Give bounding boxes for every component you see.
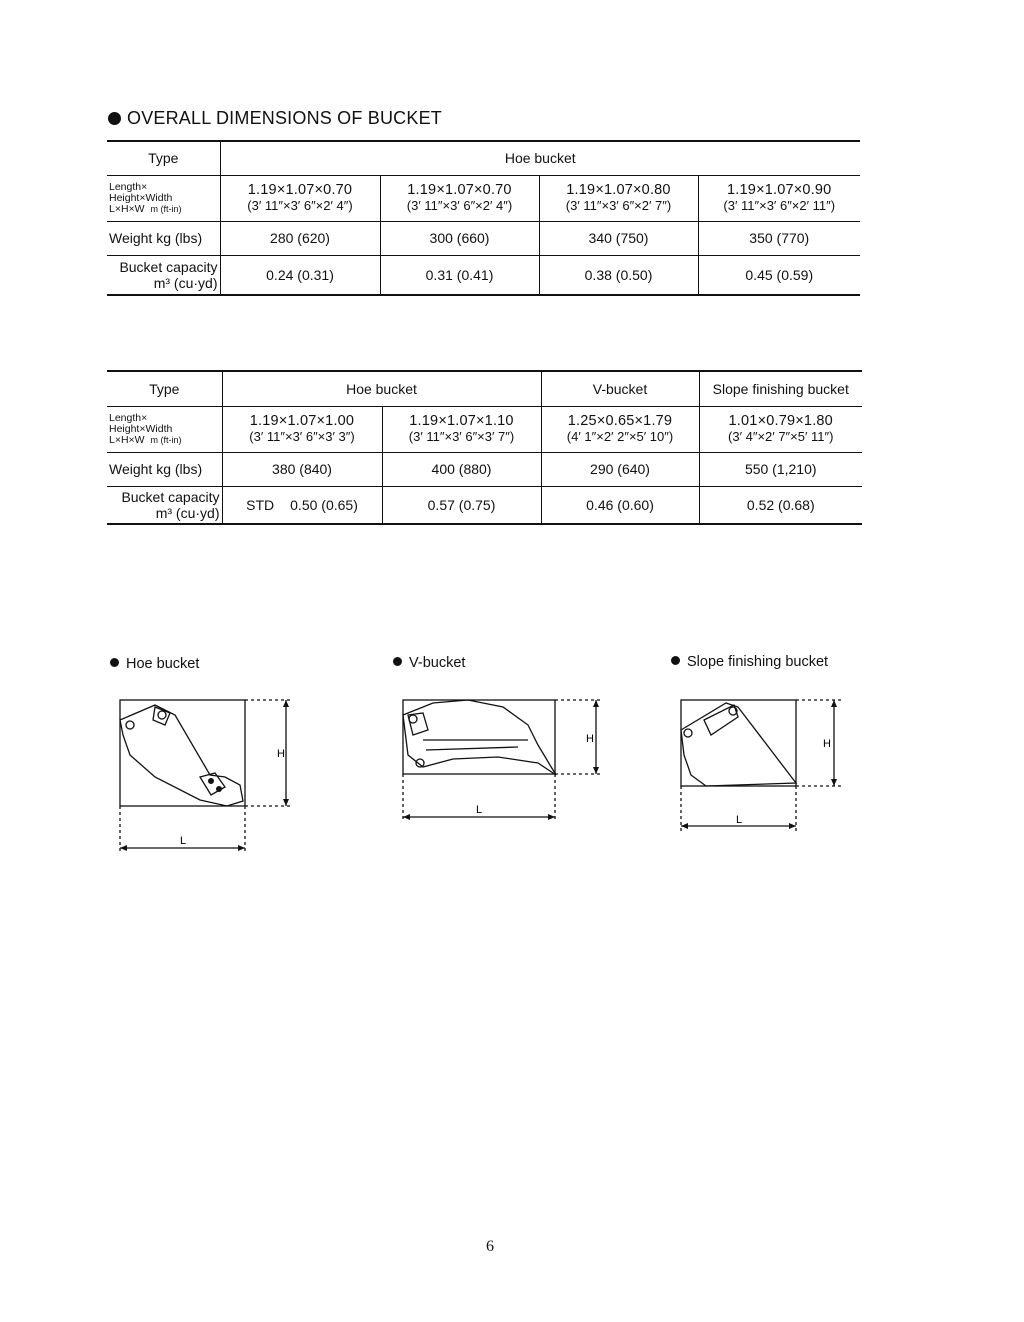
capacity-cell: 0.46 (0.60) [541,486,699,524]
hoe-bucket-header: Hoe bucket [220,141,860,175]
hoe-pin-icon [158,711,166,719]
arrow-icon [593,700,599,707]
dim-label-unit: m (ft-in) [150,434,182,445]
dim-cell [220,175,380,221]
capacity-cell: 0.57 (0.75) [382,486,541,524]
dim-m: 1.19×1.07×0.90 [727,182,832,198]
v-bucket-header: V-bucket [541,371,699,406]
section-title-text: OVERALL DIMENSIONS OF BUCKET [127,108,442,128]
slope-pin-icon [684,729,692,737]
arrow-icon [283,799,289,806]
v-h-label: H [586,733,594,745]
v-bucket-caption: V-bucket [409,655,466,671]
v-bucket-diagram-label [393,655,465,671]
hoe-bounding-box [120,700,245,806]
capacity-row-header [107,255,220,295]
std-label: STD [246,496,275,513]
arrow-icon [403,814,410,820]
arrow-icon [789,823,796,829]
v-bucket-shape [403,700,556,775]
capacity-cell: 0.31 (0.41) [380,255,539,295]
dim-ft: (3′ 11″×3′ 6″×2′ 4″) [247,198,353,213]
hoe-bucket-shape [120,705,243,806]
v-l-label: L [476,804,483,816]
bullet-icon [393,657,402,666]
hoe-bracket [153,707,170,725]
dim-cell [699,406,862,452]
dim-label-3 [109,435,220,446]
capacity-cell: 0.24 (0.31) [220,255,380,295]
weight-cell: 280 (620) [220,221,380,255]
dim-label-2: Height×Width [109,191,173,204]
weight-cell: 350 (770) [698,221,860,255]
arrow-icon [593,767,599,774]
weight-cell: 340 (750) [539,221,698,255]
capacity-cell: 0.52 (0.68) [699,486,862,524]
capacity-cell: 0.38 (0.50) [539,255,698,295]
arrow-icon [681,823,688,829]
page-number: 6 [486,1238,494,1255]
bullet-icon [108,112,121,125]
capacity-cell: 0.45 (0.59) [698,255,860,295]
hoe-bucket-diagram-label [110,656,199,672]
arrow-icon [238,845,245,851]
weight-cell: 400 (880) [382,452,541,486]
slope-bucket-shape [681,703,796,786]
capacity-label-1: Bucket capacity [119,258,218,275]
dim-label-lhw: L×H×W [109,202,145,215]
dim-m: 1.19×1.07×1.00 [249,413,355,429]
dim-m: 1.25×0.65×1.79 [567,413,673,429]
dim-label-3 [109,204,218,215]
slope-bucket-header: Slope finishing bucket [699,371,862,406]
arrow-icon [831,779,837,786]
dim-m: 1.01×0.79×1.80 [728,413,833,429]
hoe-bolt-icon [208,778,214,784]
slope-bucket-diagram-label [671,654,828,670]
dim-label-lhw: L×H×W [109,433,145,446]
hoe-bucket-header: Hoe bucket [222,371,541,406]
arrow-icon [283,700,289,707]
dim-ft: (3′ 4″×2′ 7″×5′ 11″) [728,429,834,444]
dim-ft: (3′ 11″×3′ 6″×2′ 7″) [565,198,672,213]
hoe-bolt-icon [216,786,222,792]
bullet-icon [110,658,119,667]
v-pin-icon [409,715,417,723]
dimension-row-header [107,406,222,452]
hoe-bucket-diagram [115,695,295,855]
dim-m: 1.19×1.07×0.80 [566,182,671,198]
arrow-icon [831,700,837,707]
slope-h-label: H [823,738,831,750]
section-title [108,108,442,129]
dimension-row-header [107,175,220,221]
hoe-l-label: L [180,835,187,847]
weight-cell: 550 (1,210) [699,452,862,486]
arrow-icon [120,845,127,851]
slope-bracket [704,705,738,735]
dim-label-2: Height×Width [109,422,173,435]
v-bounding-box [403,700,555,774]
dim-m: 1.19×1.07×0.70 [247,182,353,198]
dim-cell [382,406,541,452]
capacity-label-1: Bucket capacity [121,488,220,505]
v-bucket-edge [426,747,518,750]
slope-l-label: L [736,814,743,826]
hoe-h-label: H [277,748,285,760]
dim-cell [222,406,382,452]
dim-ft: (3′ 11″×3′ 6″×3′ 7″) [408,429,515,444]
slope-bounding-box [681,700,796,786]
capacity-row-header [107,486,222,524]
type-header: Type [107,141,220,175]
dim-label-unit: m (ft-in) [150,203,182,214]
dim-cell [380,175,539,221]
dim-cell [541,406,699,452]
dim-ft: (3′ 11″×3′ 6″×3′ 3″) [249,429,355,444]
arrow-icon [548,814,555,820]
dim-cell [539,175,698,221]
capacity-cell [222,486,382,524]
dimensions-table-2 [107,370,862,525]
dim-m: 1.19×1.07×1.10 [409,413,514,429]
slope-bucket-diagram [676,695,846,835]
capacity-label-2: m³ (cu·yd) [153,274,218,291]
dim-label-1: Length× [109,180,148,193]
bullet-icon [671,656,680,665]
dim-cell [698,175,860,221]
dimensions-table-1 [107,140,860,296]
dim-m: 1.19×1.07×0.70 [407,182,512,198]
type-header: Type [107,371,222,406]
capacity-value: 0.50 (0.65) [290,496,358,513]
dim-ft: (4′ 1″×2′ 2″×5′ 10″) [566,429,674,444]
weight-row-header: Weight kg (lbs) [107,221,220,255]
dim-ft: (3′ 11″×3′ 6″×2′ 4″) [406,198,513,213]
capacity-label-2: m³ (cu·yd) [155,504,220,521]
slope-bucket-caption: Slope finishing bucket [687,654,829,670]
hoe-bucket-caption: Hoe bucket [126,656,200,672]
v-bucket-diagram [398,695,608,825]
weight-cell: 290 (640) [541,452,699,486]
dim-label-1: Length× [109,411,148,424]
weight-row-header: Weight kg (lbs) [107,452,222,486]
weight-cell: 300 (660) [380,221,539,255]
hoe-pin-icon [126,721,134,729]
weight-cell: 380 (840) [222,452,382,486]
dim-ft: (3′ 11″×3′ 6″×2′ 11″) [723,198,836,213]
